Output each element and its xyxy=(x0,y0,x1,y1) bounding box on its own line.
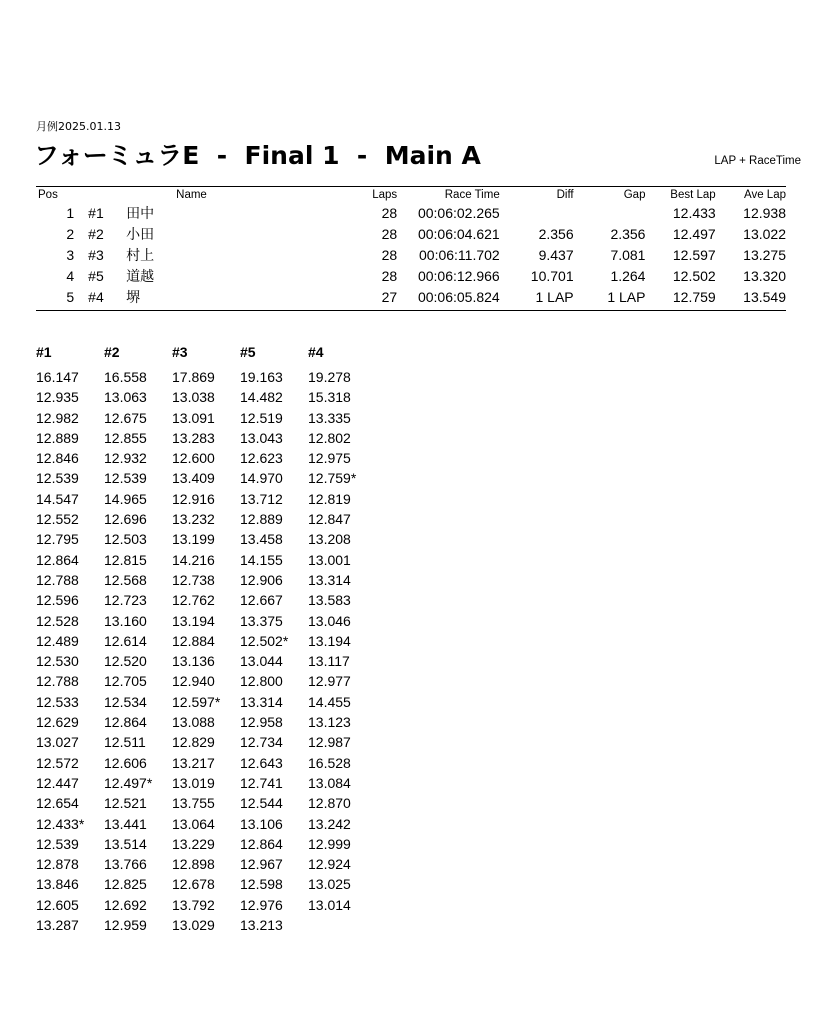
lap-times-table xyxy=(36,344,376,937)
cell-bestlap: 12.597 xyxy=(672,247,716,263)
lap-time-cell: 12.597* xyxy=(172,693,221,710)
lap-time-cell: 13.283 xyxy=(172,429,215,446)
lap-column-header: #4 xyxy=(308,344,324,360)
lap-time-cell: 12.520 xyxy=(104,653,147,670)
lap-time-cell: 12.696 xyxy=(104,511,147,528)
lap-row xyxy=(36,470,376,490)
lap-row xyxy=(36,673,376,693)
lap-time-cell: 12.629 xyxy=(36,714,79,731)
lap-time-cell: 12.982 xyxy=(36,409,79,426)
lap-time-cell: 12.878 xyxy=(36,856,79,873)
lap-time-cell: 13.084 xyxy=(308,774,351,791)
column-header-name: Name xyxy=(176,189,207,201)
lap-time-cell: 12.734 xyxy=(240,734,283,751)
lap-time-cell: 13.194 xyxy=(172,612,215,629)
lap-time-cell: 12.825 xyxy=(104,876,147,893)
lap-time-cell: 12.705 xyxy=(104,673,147,690)
cell-name: 小田 xyxy=(126,227,155,243)
lap-header-row xyxy=(36,344,376,369)
lap-time-cell: 12.976 xyxy=(240,896,283,913)
lap-time-cell: 13.063 xyxy=(104,389,147,406)
lap-time-cell: 12.552 xyxy=(36,511,79,528)
cell-avelap: 12.938 xyxy=(743,205,786,221)
lap-time-cell: 13.001 xyxy=(308,551,351,568)
lap-time-cell: 13.314 xyxy=(308,571,351,588)
lap-time-cell: 14.216 xyxy=(172,551,215,568)
table-row xyxy=(36,287,786,308)
lap-time-cell: 13.217 xyxy=(172,754,215,771)
cell-number: #1 xyxy=(88,205,104,221)
cell-racetime: 00:06:05.824 xyxy=(417,289,500,305)
cell-pos: 1 xyxy=(66,205,75,221)
lap-row xyxy=(36,917,376,937)
lap-time-cell: 13.846 xyxy=(36,876,79,893)
lap-time-cell: 12.788 xyxy=(36,673,79,690)
lap-time-cell: 12.898 xyxy=(172,856,215,873)
lap-time-cell: 12.795 xyxy=(36,531,79,548)
cell-avelap: 13.549 xyxy=(743,289,786,305)
cell-diff: 9.437 xyxy=(538,247,574,263)
lap-time-cell: 12.692 xyxy=(104,896,147,913)
lap-row xyxy=(36,531,376,551)
cell-gap: 1.264 xyxy=(610,268,646,284)
lap-time-cell: 16.147 xyxy=(36,369,79,385)
table-row xyxy=(36,203,786,224)
lap-time-cell: 12.605 xyxy=(36,896,79,913)
lap-time-cell: 12.738 xyxy=(172,571,215,588)
lap-time-cell: 13.441 xyxy=(104,815,147,832)
cell-avelap: 13.275 xyxy=(743,247,786,263)
lap-time-cell: 12.935 xyxy=(36,389,79,406)
lap-time-cell: 12.503 xyxy=(104,531,147,548)
lap-time-cell: 13.335 xyxy=(308,409,351,426)
lap-time-cell: 14.965 xyxy=(104,490,147,507)
lap-time-cell: 12.596 xyxy=(36,592,79,609)
column-header-gap: Gap xyxy=(623,189,646,201)
lap-time-cell: 12.924 xyxy=(308,856,351,873)
lap-time-cell: 14.547 xyxy=(36,490,79,507)
lap-time-cell: 13.038 xyxy=(172,389,215,406)
lap-time-cell: 12.675 xyxy=(104,409,147,426)
lap-time-cell: 12.654 xyxy=(36,795,79,812)
lap-time-cell: 12.846 xyxy=(36,450,79,467)
column-header-bestlap: Best Lap xyxy=(670,189,716,201)
lap-time-cell: 12.864 xyxy=(104,714,147,731)
lap-time-cell: 12.829 xyxy=(172,734,215,751)
lap-row xyxy=(36,410,376,430)
column-header-laps: Laps xyxy=(372,189,398,201)
lap-time-cell: 13.029 xyxy=(172,917,215,934)
lap-time-cell: 13.375 xyxy=(240,612,283,629)
lap-time-cell: 12.502* xyxy=(240,632,289,649)
lap-time-cell: 12.598 xyxy=(240,876,283,893)
cell-racetime: 00:06:11.702 xyxy=(419,247,500,263)
lap-time-cell: 12.606 xyxy=(104,754,147,771)
lap-time-cell: 12.678 xyxy=(172,876,215,893)
lap-row xyxy=(36,491,376,511)
lap-time-cell: 13.123 xyxy=(308,714,351,731)
lap-column-header: #2 xyxy=(104,344,120,360)
lap-column-header: #5 xyxy=(240,344,256,360)
column-header-racetime: Race Time xyxy=(444,189,500,201)
lap-time-cell: 13.409 xyxy=(172,470,215,487)
lap-times-section xyxy=(36,344,376,937)
report-type-label: LAP + RaceTime xyxy=(714,155,801,167)
cell-avelap: 13.320 xyxy=(743,268,786,284)
lap-time-cell: 13.583 xyxy=(308,592,351,609)
lap-time-cell: 13.232 xyxy=(172,511,215,528)
cell-pos: 3 xyxy=(66,247,75,263)
lap-time-cell: 12.539 xyxy=(36,470,79,487)
lap-time-cell: 13.014 xyxy=(308,896,351,913)
lap-time-cell: 13.242 xyxy=(308,815,351,832)
lap-time-cell: 12.855 xyxy=(104,429,147,446)
lap-time-cell: 13.088 xyxy=(172,714,215,731)
lap-row xyxy=(36,511,376,531)
lap-row xyxy=(36,430,376,450)
lap-time-cell: 12.977 xyxy=(308,673,351,690)
lap-time-cell: 13.229 xyxy=(172,835,215,852)
lap-time-cell: 12.788 xyxy=(36,571,79,588)
lap-row xyxy=(36,795,376,815)
lap-time-cell: 13.046 xyxy=(308,612,351,629)
results-table-wrapper xyxy=(36,186,786,311)
lap-time-cell: 12.511 xyxy=(104,734,146,751)
cell-racetime: 00:06:02.265 xyxy=(417,205,500,221)
lap-time-cell: 13.160 xyxy=(104,612,147,629)
lap-time-cell: 13.314 xyxy=(240,693,283,710)
lap-time-cell: 12.802 xyxy=(308,429,351,446)
lap-time-cell: 12.870 xyxy=(308,795,351,812)
cell-name: 堺 xyxy=(126,290,141,306)
lap-time-cell: 12.762 xyxy=(172,592,215,609)
cell-name: 田中 xyxy=(126,206,155,222)
lap-times-body xyxy=(36,369,376,937)
lap-time-cell: 14.482 xyxy=(240,389,283,406)
table-row xyxy=(36,224,786,245)
column-header-number xyxy=(74,188,126,203)
lap-time-cell: 12.975 xyxy=(308,450,351,467)
lap-row xyxy=(36,633,376,653)
lap-time-cell: 12.800 xyxy=(240,673,283,690)
lap-row xyxy=(36,775,376,795)
lap-time-cell: 19.163 xyxy=(240,369,283,385)
lap-time-cell: 12.723 xyxy=(104,592,147,609)
lap-time-cell: 12.643 xyxy=(240,754,283,771)
lap-time-cell: 12.447 xyxy=(36,774,79,791)
lap-time-cell: 12.906 xyxy=(240,571,283,588)
lap-row xyxy=(36,816,376,836)
lap-time-cell: 12.433* xyxy=(36,815,85,832)
lap-time-cell: 12.533 xyxy=(36,693,79,710)
cell-name: 道越 xyxy=(126,269,155,285)
lap-row xyxy=(36,613,376,633)
lap-time-cell: 13.458 xyxy=(240,531,283,548)
cell-gap: 7.081 xyxy=(610,247,646,263)
column-header-diff: Diff xyxy=(556,189,574,201)
lap-time-cell: 12.539 xyxy=(104,470,147,487)
cell-number: #4 xyxy=(88,289,104,305)
lap-time-cell: 12.572 xyxy=(36,754,79,771)
lap-row xyxy=(36,572,376,592)
lap-time-cell: 13.712 xyxy=(240,490,283,507)
cell-avelap: 13.022 xyxy=(743,226,786,242)
cell-bestlap: 12.497 xyxy=(672,226,716,242)
lap-time-cell: 12.999 xyxy=(308,835,351,852)
lap-time-cell: 12.916 xyxy=(172,490,215,507)
lap-row xyxy=(36,694,376,714)
lap-row xyxy=(36,592,376,612)
cell-number: #2 xyxy=(88,226,104,242)
lap-time-cell: 13.287 xyxy=(36,917,79,934)
lap-row xyxy=(36,856,376,876)
lap-time-cell: 12.889 xyxy=(240,511,283,528)
lap-time-cell: 12.940 xyxy=(172,673,215,690)
results-header-row xyxy=(36,188,786,203)
table-row xyxy=(36,245,786,266)
lap-time-cell: 16.558 xyxy=(104,369,147,385)
lap-time-cell xyxy=(308,917,376,937)
page-title: フォーミュラE - Final 1 - Main A xyxy=(34,141,481,170)
cell-gap: 2.356 xyxy=(610,226,646,242)
lap-time-cell: 12.534 xyxy=(104,693,147,710)
cell-diff: 10.701 xyxy=(530,268,574,284)
lap-time-cell: 12.539 xyxy=(36,835,79,852)
cell-diff xyxy=(500,203,574,224)
cell-laps: 28 xyxy=(381,247,398,263)
lap-time-cell: 13.044 xyxy=(240,653,283,670)
lap-time-cell: 12.600 xyxy=(172,450,215,467)
lap-time-cell: 13.025 xyxy=(308,876,351,893)
lap-column-header: #1 xyxy=(36,344,52,360)
lap-row xyxy=(36,755,376,775)
cell-number: #5 xyxy=(88,268,104,284)
lap-time-cell: 13.514 xyxy=(104,835,147,852)
lap-time-cell: 13.019 xyxy=(172,774,215,791)
cell-gap xyxy=(574,203,646,224)
lap-time-cell: 12.959 xyxy=(104,917,147,934)
lap-row xyxy=(36,450,376,470)
cell-pos: 4 xyxy=(66,268,75,284)
cell-bestlap: 12.759 xyxy=(672,289,716,305)
lap-time-cell: 13.792 xyxy=(172,896,215,913)
lap-time-cell: 13.208 xyxy=(308,531,351,548)
lap-time-cell: 19.278 xyxy=(308,369,351,385)
lap-time-cell: 12.889 xyxy=(36,429,79,446)
lap-time-cell: 14.970 xyxy=(240,470,283,487)
lap-time-cell: 12.864 xyxy=(36,551,79,568)
lap-time-cell: 12.667 xyxy=(240,592,283,609)
lap-time-cell: 12.530 xyxy=(36,653,79,670)
lap-time-cell: 13.106 xyxy=(240,815,283,832)
lap-time-cell: 12.521 xyxy=(104,795,147,812)
lap-time-cell: 12.623 xyxy=(240,450,283,467)
lap-time-cell: 13.755 xyxy=(172,795,215,812)
table-row xyxy=(36,266,786,287)
lap-row xyxy=(36,369,376,389)
cell-pos: 2 xyxy=(66,226,75,242)
lap-time-cell: 13.136 xyxy=(172,653,215,670)
column-header-pos: Pos xyxy=(38,189,58,201)
lap-time-cell: 14.455 xyxy=(308,693,351,710)
lap-time-cell: 13.043 xyxy=(240,429,283,446)
results-table xyxy=(36,188,786,308)
lap-time-cell: 12.967 xyxy=(240,856,283,873)
lap-time-cell: 12.847 xyxy=(308,511,351,528)
lap-time-cell: 12.815 xyxy=(104,551,147,568)
lap-time-cell: 13.213 xyxy=(240,917,283,934)
lap-time-cell: 12.614 xyxy=(104,632,147,649)
lap-row xyxy=(36,734,376,754)
lap-time-cell: 12.884 xyxy=(172,632,215,649)
lap-time-cell: 12.497* xyxy=(104,774,153,791)
cell-gap: 1 LAP xyxy=(607,289,646,305)
column-header-avelap: Ave Lap xyxy=(744,189,786,201)
lap-row xyxy=(36,897,376,917)
cell-bestlap: 12.433 xyxy=(672,205,716,221)
lap-time-cell: 13.199 xyxy=(172,531,215,548)
cell-laps: 28 xyxy=(381,268,398,284)
cell-laps: 28 xyxy=(381,226,398,242)
lap-time-cell: 12.568 xyxy=(104,571,147,588)
cell-racetime: 00:06:04.621 xyxy=(417,226,500,242)
lap-time-cell: 17.869 xyxy=(172,369,215,385)
lap-time-cell: 13.117 xyxy=(308,653,350,670)
lap-time-cell: 14.155 xyxy=(240,551,283,568)
lap-time-cell: 13.766 xyxy=(104,856,147,873)
lap-row xyxy=(36,836,376,856)
lap-time-cell: 13.194 xyxy=(308,632,351,649)
lap-time-cell: 13.064 xyxy=(172,815,215,832)
lap-time-cell: 16.528 xyxy=(308,754,351,771)
lap-row xyxy=(36,389,376,409)
lap-time-cell: 12.544 xyxy=(240,795,283,812)
cell-bestlap: 12.502 xyxy=(672,268,716,284)
lap-time-cell: 13.091 xyxy=(172,409,215,426)
lap-row xyxy=(36,714,376,734)
lap-time-cell: 12.864 xyxy=(240,835,283,852)
cell-racetime: 00:06:12.966 xyxy=(417,268,500,284)
lap-row xyxy=(36,653,376,673)
lap-row xyxy=(36,876,376,896)
cell-laps: 28 xyxy=(381,205,398,221)
cell-diff: 1 LAP xyxy=(535,289,574,305)
lap-row xyxy=(36,552,376,572)
cell-laps: 27 xyxy=(381,289,398,305)
lap-time-cell: 12.958 xyxy=(240,714,283,731)
cell-name: 村上 xyxy=(126,248,155,264)
event-date: 月例2025.01.13 xyxy=(36,120,121,133)
lap-time-cell: 15.318 xyxy=(308,389,351,406)
lap-time-cell: 12.489 xyxy=(36,632,79,649)
lap-time-cell: 12.987 xyxy=(308,734,351,751)
lap-time-cell: 12.741 xyxy=(240,774,283,791)
lap-time-cell: 13.027 xyxy=(36,734,79,751)
lap-time-cell: 12.519 xyxy=(240,409,283,426)
lap-time-cell: 12.528 xyxy=(36,612,79,629)
cell-pos: 5 xyxy=(66,289,75,305)
cell-diff: 2.356 xyxy=(538,226,574,242)
lap-time-cell: 12.819 xyxy=(308,490,351,507)
cell-number: #3 xyxy=(88,247,104,263)
lap-time-cell: 12.759* xyxy=(308,470,357,487)
lap-time-cell: 12.932 xyxy=(104,450,147,467)
lap-column-header: #3 xyxy=(172,344,188,360)
